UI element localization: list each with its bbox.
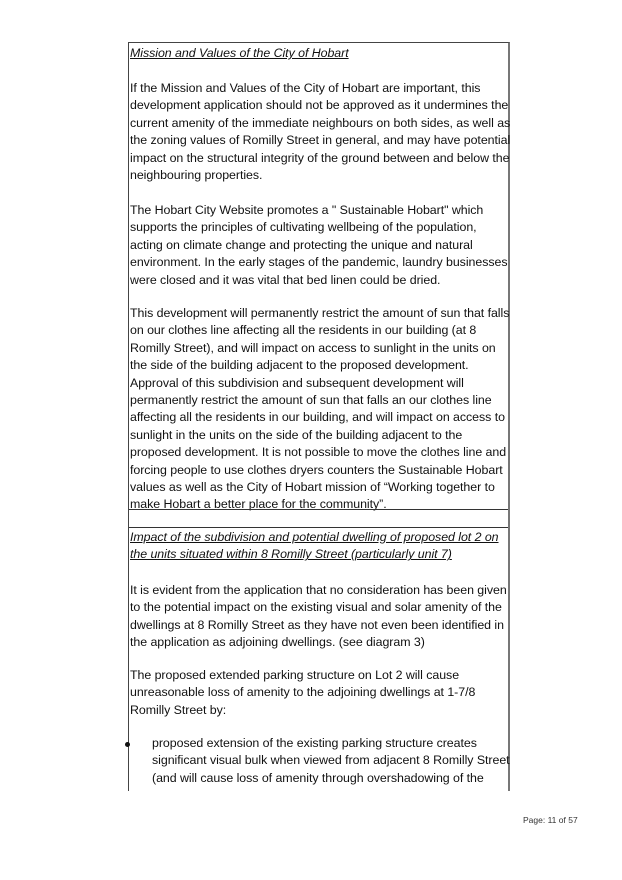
text-line: the side of the building adjacent to the proposed development. — [130, 358, 469, 373]
text-line: The proposed extended parking structure on Lot 2 will cause — [130, 668, 460, 682]
heading-line: the units situated within 8 Romilly Street (particularly unit 7) — [130, 547, 452, 562]
heading-line: Impact of the subdivision and potential dwelling of proposed lot 2 on — [130, 530, 499, 544]
text-line: permanently restrict the amount of sun that falls an our clothes line — [130, 393, 492, 408]
text-line: were closed and it was vital that bed linen could be dried. — [130, 272, 441, 287]
text-line: the zoning values of Romilly Street in general, and may have potential — [130, 133, 511, 148]
text-line: unreasonable loss of amenity to the adjoining dwellings at 1-7/8 — [130, 685, 476, 700]
text-line: Romilly Street by: — [130, 702, 227, 717]
paragraph — [129, 305, 509, 514]
text-line: (and will cause loss of amenity through overshadowing of the — [152, 770, 484, 785]
text-line: proposed development. It is not possible to move the clothes line and — [130, 445, 507, 460]
row-divider — [129, 509, 508, 510]
text-line: Approval of this subdivision and subsequent development will — [130, 375, 464, 390]
paragraph — [129, 202, 508, 289]
text-line: sunlight in the units on the side of the building adjacent to the — [130, 427, 463, 442]
text-line: significant visual bulk when viewed from adjacent 8 Romilly Street — [152, 753, 510, 768]
bullet-icon — [125, 742, 130, 747]
section-heading: Mission and Values of the City of Hobart — [130, 46, 349, 60]
text-line: on our clothes line affecting all the residents in our building (at 8 — [130, 323, 477, 338]
text-line: make Hobart a better place for the community”. — [130, 497, 387, 512]
text-line: neighbouring properties. — [130, 168, 263, 183]
paragraph — [129, 582, 507, 652]
text-line: dwellings at 8 Romilly Street as they have not even been identified in — [130, 617, 504, 632]
text-line: supports the principles of cultivating wellbeing of the population, — [130, 220, 477, 235]
text-line: If the Mission and Values of the City of Hobart are important, this — [130, 81, 481, 95]
text-line: affecting all the residents in our building, and will impact on access to — [130, 410, 505, 425]
paragraph — [129, 667, 475, 719]
content-table — [128, 42, 510, 791]
paragraph — [129, 80, 510, 184]
text-line: the application as adjoining dwellings. (see diagram 3) — [130, 635, 425, 650]
text-line: values as well as the City of Hobart mission of “Working together to — [130, 480, 495, 495]
text-line: This development will permanently restrict the amount of sun that falls — [130, 306, 510, 320]
row-divider — [129, 527, 508, 528]
text-line: forcing people to use clothes dryers counters the Sustainable Hobart — [130, 462, 503, 477]
text-line: environment. In the early stages of the pandemic, laundry businesses — [130, 255, 508, 270]
text-line: impact on the structural integrity of the ground between and below the — [130, 150, 510, 165]
text-line: Romilly Street), and will impact on access to sunlight in the units on — [130, 340, 496, 355]
text-line: The Hobart City Website promotes a " Sustainable Hobart" which — [130, 203, 484, 217]
text-line: It is evident from the application that no consideration has been given — [130, 583, 507, 597]
bullet-text — [151, 735, 510, 787]
text-line: development application should not be approved as it undermines the — [130, 98, 509, 113]
text-line: current amenity of the immediate neighbours on both sides, as well as — [130, 115, 511, 130]
text-line: proposed extension of the existing parking structure creates — [152, 736, 477, 750]
section-heading — [129, 529, 499, 564]
page-number: Page: 11 of 57 — [523, 815, 578, 825]
text-line: to the potential impact on the existing visual and solar amenity of the — [130, 600, 502, 615]
text-line: acting on climate change and protecting the unique and natural — [130, 237, 473, 252]
